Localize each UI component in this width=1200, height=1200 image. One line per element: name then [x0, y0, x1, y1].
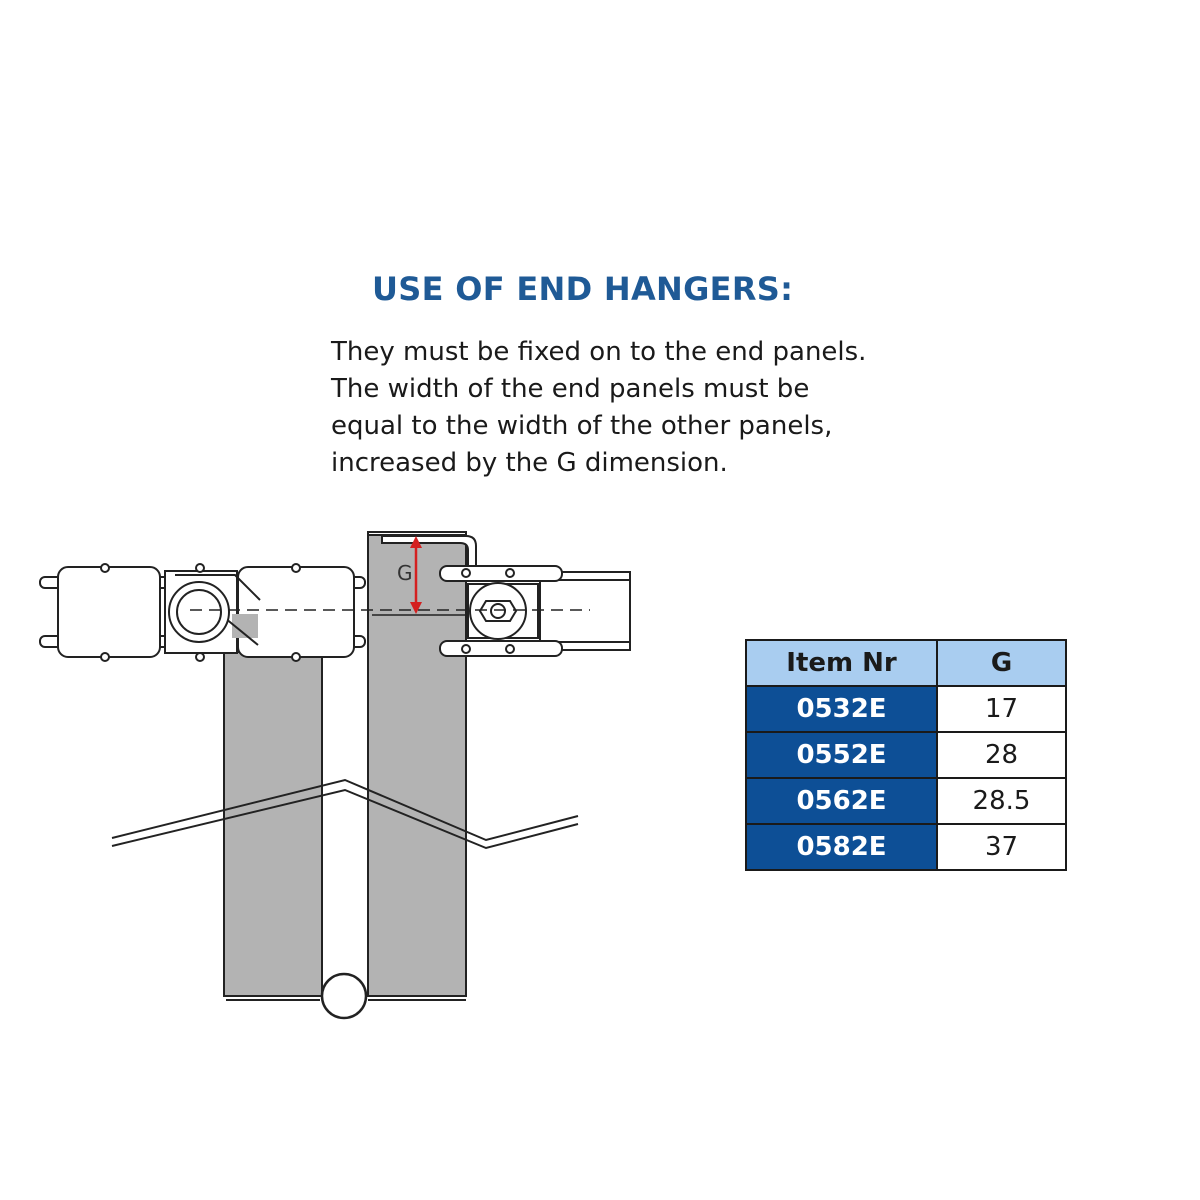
table-row — [746, 778, 1066, 824]
table-header-row — [746, 640, 1066, 686]
description-line: They must be fixed on to the end panels. — [331, 337, 867, 367]
g-value-cell: 37 — [937, 824, 1066, 870]
nut-icon — [101, 653, 109, 661]
hanger-top-plate — [440, 566, 562, 581]
page-title: USE OF END HANGERS: — [372, 270, 794, 308]
break-line — [112, 780, 578, 848]
item-number-cell: 0552E — [746, 732, 937, 778]
nut-icon — [196, 564, 204, 572]
nut-icon — [506, 569, 514, 577]
table-row — [746, 732, 1066, 778]
wheel-left — [58, 567, 160, 657]
description-line: equal to the width of the other panels, — [331, 411, 833, 441]
left-panel — [224, 652, 322, 996]
g-value-cell: 28 — [937, 732, 1066, 778]
nut-icon — [101, 564, 109, 572]
bottom-guide-roller — [322, 974, 366, 1018]
table-row — [746, 686, 1066, 732]
table-row — [746, 824, 1066, 870]
nut-icon — [462, 569, 470, 577]
nut-icon — [292, 653, 300, 661]
roller-inner — [177, 590, 221, 634]
description-line: The width of the end panels must be — [331, 374, 810, 404]
item-number-cell: 0532E — [746, 686, 937, 732]
hanger-dimension-table — [745, 639, 1067, 871]
item-number-cell: 0582E — [746, 824, 937, 870]
column-header-item-nr: Item Nr — [746, 640, 937, 686]
g-value-cell: 17 — [937, 686, 1066, 732]
track-stub — [540, 572, 630, 650]
g-value-cell: 28.5 — [937, 778, 1066, 824]
nut-icon — [196, 653, 204, 661]
dimension-label: G — [397, 561, 413, 585]
hanger-bottom-plate — [440, 641, 562, 656]
column-header-g: G — [937, 640, 1066, 686]
nut-icon — [462, 645, 470, 653]
end-hanger-trolley — [440, 566, 630, 656]
item-number-cell: 0562E — [746, 778, 937, 824]
bolt-center-icon — [491, 604, 505, 618]
left-trolley — [40, 564, 365, 661]
nut-icon — [292, 564, 300, 572]
nut-icon — [506, 645, 514, 653]
description-line: increased by the G dimension. — [331, 448, 728, 478]
